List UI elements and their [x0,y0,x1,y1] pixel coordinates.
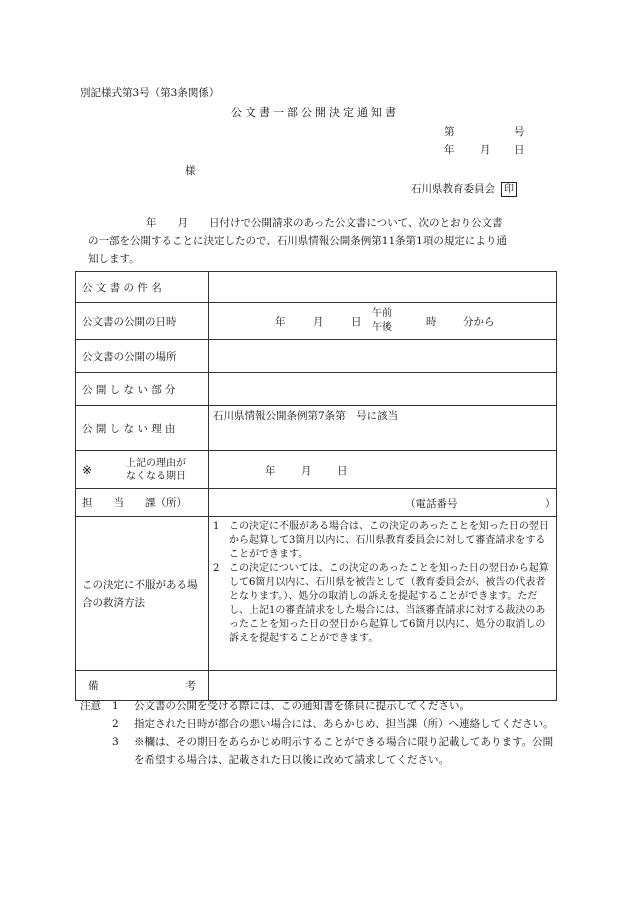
issue-year: 年 [444,144,455,156]
remedy-value [209,517,557,671]
document-name-label: 公 文 書 の 件 名 [76,272,209,303]
issuer-name: 石川県教育委員会 [411,183,495,195]
notes-label: 注意 [80,700,101,712]
remedy-item: 1 この決定に不服がある場合は、この決定のあったことを知った日の翌日から起算して3箇月以内に、石川県教育委員会に対して審査請求をすることができます。 [213,521,549,560]
datetime-am: 午前 [372,308,392,319]
seal-mark: 印 [501,182,517,197]
phone-label: （電話番号 [405,497,458,510]
table-row [76,406,557,451]
issue-day: 日 [514,144,525,156]
datetime-label: 公文書の公開の日時 [76,303,209,340]
section-label: 担 当 課（所） [76,489,209,517]
document-title: 公文書一部公開決定通知書 [231,106,399,119]
table-row [76,671,557,701]
body-line-3: 知します。 [88,253,140,265]
expiry-value [209,451,557,489]
body-line-1: 年 月 日付けで公開請求のあった公文書について、次のとおり公文書 [146,217,503,229]
addressee: 様 [185,165,196,177]
remarks-value [209,671,557,701]
number-dai: 第 [444,126,455,138]
reason-value: 石川県情報公開条例第7条第 号に該当 [209,406,557,451]
number-go: 号 [514,126,525,138]
body-line-2: の一部を公開することに決定したので、石川県情報公開条例第11条第1項の規定により通 [88,235,507,247]
expiry-mark: ※ [82,462,93,477]
table-row [76,451,557,489]
note-item: 3 ※欄は、その期日をあらかじめ明示することができる場合に限り記載してあります。公開を希望する場合は、記載された日以後に改めて請求してください。 [112,736,554,766]
datetime-value [209,303,557,340]
datetime-year: 年 [275,316,286,328]
place-label: 公文書の公開の場所 [76,340,209,373]
expiry-day: 日 [337,464,348,477]
datetime-month: 月 [313,316,324,328]
table-row [76,489,557,517]
remedy-item: 2 この決定については、この決定のあったことを知った日の翌日から起算して6箇月以内に、石川県を被告として（教育委員会が、被告の代表者となります。）、処分の取消しの訴えを提起することができます。ただし、上記1の審査請求をした場合には、当該審査請求に対する裁決のあったことを知った日の翌日から起算して6箇月以内に、処分の取消しの訴えを提起することができます。 [213,563,549,644]
table-row [76,340,557,373]
nondisclosed-part-label: 公 開 し な い 部 分 [76,373,209,406]
table-row [76,517,557,671]
place-value [209,340,557,373]
form-label: 別記様式第3号（第3条関係） [80,87,220,99]
phone-close: ） [545,497,556,510]
datetime-pm: 午後 [372,322,392,333]
document-name-value [209,272,557,303]
issuer [411,181,517,197]
table-row [76,303,557,340]
notes [80,697,560,769]
expiry-month: 月 [301,464,312,477]
note-item: 注意 1 公文書の公開を受ける際には、この通知書を係員に提示してください。 [80,697,560,715]
datetime-minute-from: 分から [463,316,495,328]
remedy-label: この決定に不服がある場合の救済方法 [76,517,209,671]
reason-label: 公 開 し な い 理 由 [76,406,209,451]
datetime-hour: 時 [426,316,437,328]
nondisclosed-part-value [209,373,557,406]
table-row [76,272,557,303]
expiry-label [76,451,209,489]
expiry-year: 年 [265,464,276,477]
issue-month: 月 [480,144,491,156]
note-item: 2 指定された日時が都合の悪い場合には、あらかじめ、担当課（所）へ連絡してください。 [112,718,554,730]
body-text [88,214,558,268]
section-value [209,489,557,517]
expiry-label-line2: なくなる期日 [126,470,186,482]
decision-table [75,271,557,701]
datetime-day: 日 [351,316,362,328]
table-row [76,373,557,406]
expiry-label-line1: 上記の理由が [126,457,186,469]
remarks-label: 備 考 [76,671,209,701]
